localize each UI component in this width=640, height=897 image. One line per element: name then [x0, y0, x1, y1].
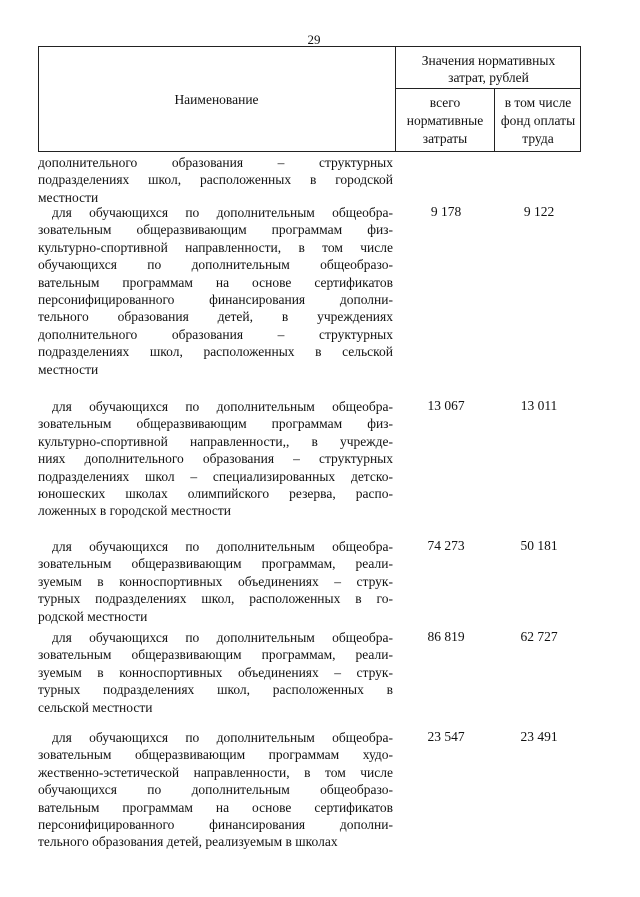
row-fund-value: 9 122: [523, 204, 555, 219]
row-name-line: культурно-спортивной направленности,, в учрежде-: [38, 433, 393, 449]
row-name: [38, 398, 393, 520]
row-name-line: культурно-спортивной направленности, в том числе: [38, 239, 393, 255]
row-name-line: зовательным общеразвивающим программам физ-: [38, 416, 393, 432]
row-fund-value: 62 727: [520, 629, 558, 644]
header-fund-line: в том числе: [504, 95, 572, 110]
row-name-line: зуемым в конноспортивных объединениях – струк-: [38, 664, 393, 680]
row-name-line: вательным программам на основе сертификатов: [38, 274, 393, 290]
row-fund-value: 13 011: [520, 398, 558, 413]
row-name-line: подразделениях школ – специализированных детско-: [38, 468, 393, 484]
row-name-line: ниях дополнительного образования – структурных: [38, 451, 393, 467]
header-values-line: Значения нормативных: [421, 53, 556, 68]
row-name: [38, 204, 393, 378]
row-name: [38, 629, 393, 716]
row-name-line: тельного образования детей, в учреждениях: [38, 309, 393, 325]
row-name-line: вательным программам на основе сертификатов: [38, 799, 393, 815]
header-fund-column: [495, 94, 581, 148]
row-name-line: подразделениях школ, расположенных в городской: [38, 172, 393, 188]
header-name-column: Наименование: [174, 92, 259, 107]
row-fund-value: 23 491: [520, 729, 558, 744]
row-name-line: персонифицированного финансирования дополни-: [38, 817, 393, 833]
header-fund-line: труда: [522, 131, 554, 146]
row-name-line: турных подразделениях школ, расположенных в го-: [38, 591, 393, 607]
row-fund-value: 50 181: [520, 538, 558, 553]
header-values-column: [396, 52, 581, 86]
row-name-line: ложенных в городской местности: [38, 503, 232, 519]
header-total-line: всего: [429, 95, 461, 110]
row-name-line: обучающихся по дополнительным общеобразо-: [38, 782, 393, 798]
row-name-line: зовательным общеразвивающим программам, реали-: [38, 647, 393, 663]
row-name-line: сельской местности: [38, 699, 153, 715]
row-name-line: зовательным общеразвивающим программам физ-: [38, 222, 393, 238]
header-values-line: затрат, рублей: [448, 70, 529, 85]
row-total-value: 9 178: [430, 204, 462, 219]
row-name-line: подразделениях школ, расположенных в сельской: [38, 344, 393, 360]
row-total-value: 74 273: [427, 538, 465, 553]
row-name-line: для обучающихся по дополнительным общеобра-: [52, 630, 393, 645]
row-name-line: дополнительного образования – структурных: [38, 155, 393, 170]
header-fund-line: фонд оплаты: [500, 113, 576, 128]
row-name-line: персонифицированного финансирования дополни-: [38, 292, 393, 308]
row-name: [38, 538, 393, 625]
row-name-line: местности: [38, 189, 99, 205]
row-name-line: для обучающихся по дополнительным общеобра-: [52, 399, 393, 414]
row-total-value: 23 547: [427, 729, 465, 744]
row-name-line: для обучающихся по дополнительным общеобра-: [52, 539, 393, 554]
row-name-line: турных подразделениях школ, расположенных в: [38, 682, 393, 698]
row-name-line: юношеских школах олимпийского резерва, распо-: [38, 486, 393, 502]
row-total-value: 86 819: [427, 629, 465, 644]
header-total-column: [396, 94, 494, 148]
header-total-line: затраты: [422, 131, 468, 146]
header-divider: [395, 88, 581, 89]
row-name-line: для обучающихся по дополнительным общеобра-: [52, 730, 393, 745]
row-name-line: местности: [38, 361, 99, 377]
row-name: [38, 154, 393, 206]
row-name: [38, 729, 393, 851]
row-name-line: зовательным общеразвивающим программам, реали-: [38, 556, 393, 572]
row-name-line: зовательным общеразвивающим программам худо-: [38, 747, 393, 763]
row-name-line: зуемым в конноспортивных объединениях – струк-: [38, 573, 393, 589]
row-name-line: жественно-эстетической направленности, в том числе: [38, 764, 393, 780]
page-number: 29: [307, 32, 321, 47]
row-name-line: обучающихся по дополнительным общеобразо-: [38, 257, 393, 273]
header-total-line: нормативные: [406, 113, 484, 128]
row-name-line: тельного образования детей, реализуемым в школах: [38, 834, 338, 850]
row-name-line: родской местности: [38, 608, 148, 624]
row-total-value: 13 067: [427, 398, 465, 413]
row-name-line: для обучающихся по дополнительным общеобра-: [52, 205, 393, 220]
row-name-line: дополнительного образования – структурных: [38, 326, 393, 342]
